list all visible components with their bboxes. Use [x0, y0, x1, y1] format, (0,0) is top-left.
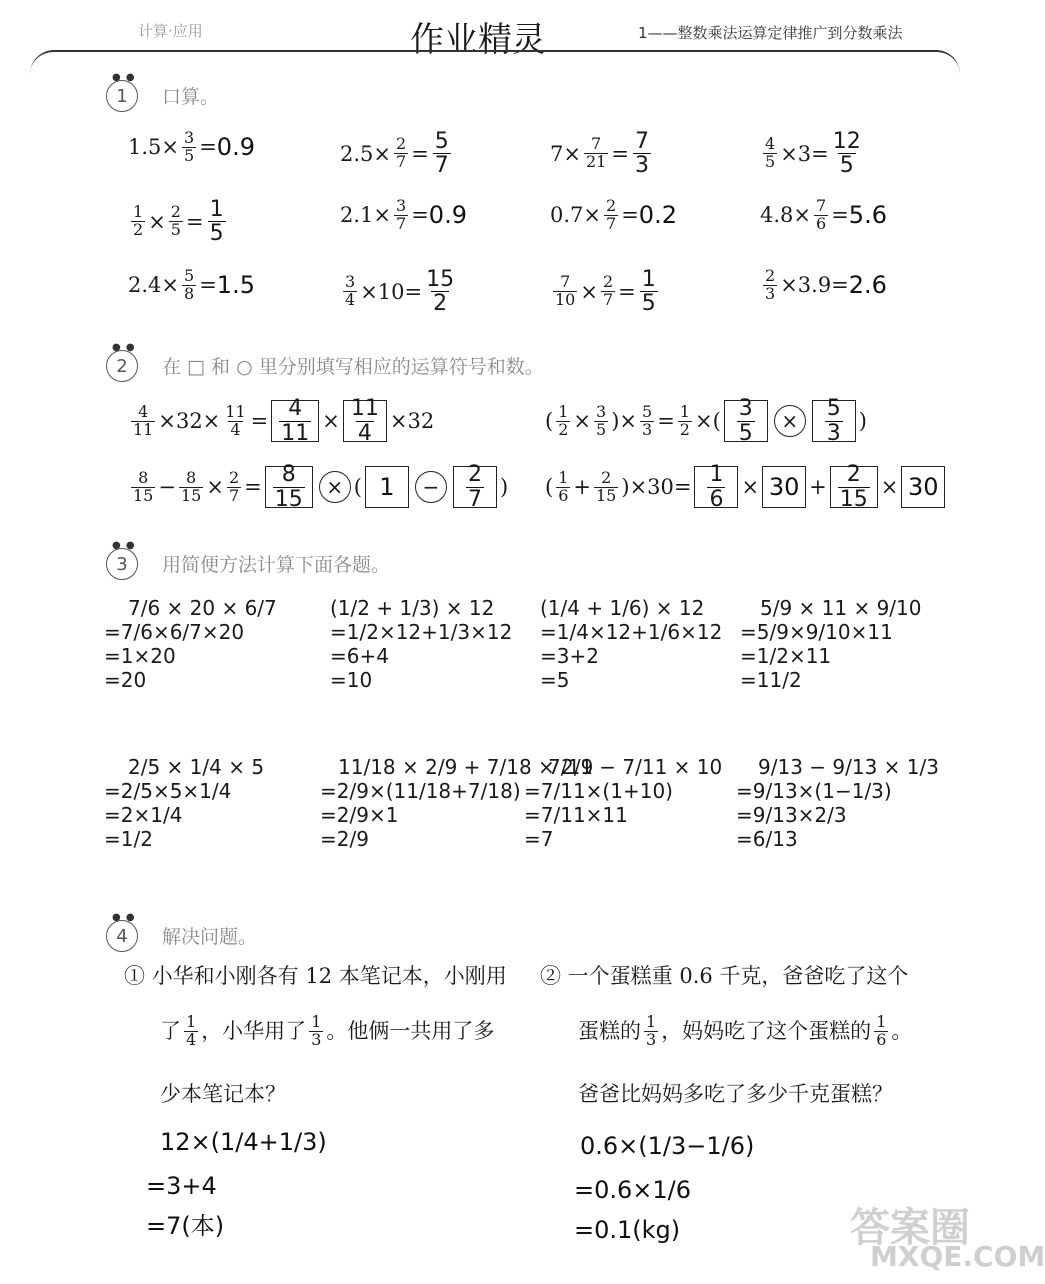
- calc-step: =7/11×11: [524, 803, 628, 827]
- calc-question: (1/2 + 1/3) × 12: [330, 596, 495, 620]
- answer-box: 8 15: [265, 466, 313, 508]
- calc-step: =2/9: [320, 827, 369, 851]
- section-2-number: 2: [106, 350, 138, 382]
- calc-problem-8: [736, 755, 939, 851]
- section-4-title: 解决问题。: [162, 925, 258, 948]
- calc-step: =1/2×11: [740, 644, 832, 668]
- header-rule: [30, 50, 960, 74]
- section-3-badge: [102, 542, 144, 584]
- problem-2-line-2: 蛋糕的 $\frac{1}{3}$ ，妈妈吃了这个蛋糕的 $\frac{1}{6}$ 。: [578, 1012, 913, 1049]
- answer-handwritten: $\frac{12}{5}$: [832, 129, 861, 179]
- calc-question: (1/4 + 1/6) × 12: [540, 596, 705, 620]
- oral-3d: $\frac{2}{3}$ ×3.9= 2.6: [765, 266, 887, 303]
- calc-step: =2/9×(11/18+7/18): [320, 779, 521, 803]
- fill-b: ( $\frac{1}{2}$ × $\frac{3}{5}$ ) × $\frac{5}{3}$ = $\frac{1}{2}$ ×( 3 5 × 5 3 ): [545, 396, 867, 446]
- owl-icon: ● ●: [112, 72, 136, 83]
- calc-step: =3+2: [540, 644, 599, 668]
- oral-3a: 2.4× $\frac{5}{8}$ = 1.5: [128, 266, 255, 303]
- answer-handwritten: 5.6: [848, 201, 887, 230]
- problem-2-line-3: 爸爸比妈妈多吃了多少千克蛋糕？: [578, 1082, 893, 1106]
- fill-d: ( $\frac{1}{6}$ + $\frac{2}{15}$ ) ×30= 1 6 × 30 + 2 15 × 30: [545, 466, 948, 508]
- watermark-logo: 答案圈: [850, 1205, 970, 1251]
- oral-2c: 0.7× $\frac{2}{7}$ = 0.2: [550, 196, 677, 233]
- calc-question: 7/6 × 20 × 6/7: [128, 596, 277, 620]
- section-2-heading: [102, 344, 544, 386]
- calc-step: =10: [330, 668, 373, 692]
- calc-step: =20: [104, 668, 147, 692]
- answer-box: 30: [901, 466, 945, 508]
- problem-1-line-2: 了 $\frac{1}{4}$ ，小华用了 $\frac{1}{3}$ 。他俩一共用了多: [160, 1012, 495, 1049]
- calc-step: =1×20: [104, 644, 176, 668]
- section-1-badge: [102, 74, 144, 116]
- answer-handwritten: 1.5: [216, 271, 255, 300]
- answer-handwritten: $\frac{7}{3}$: [634, 129, 649, 179]
- calc-step: =2×1/4: [104, 803, 183, 827]
- answer-handwritten: 0.9: [216, 133, 255, 162]
- section-4-badge: [102, 914, 144, 956]
- calc-question: 5/9 × 11 × 9/10: [760, 596, 922, 620]
- section-3-title: 用简便方法计算下面各题。: [162, 553, 391, 576]
- header-title: 作业精灵: [410, 20, 546, 60]
- calc-problem-1: [104, 596, 277, 692]
- oral-2a: $\frac{1}{2}$ × $\frac{2}{5}$ = $\frac{1}{5}$: [133, 197, 224, 247]
- problem-2-answer-3: =0.1(kg): [574, 1216, 681, 1244]
- answer-box: 11 4: [343, 400, 387, 442]
- calc-problem-5: [104, 755, 264, 851]
- calc-step: =2/5×5×1/4: [104, 779, 232, 803]
- fill-c: $\frac{8}{15}$ − $\frac{8}{15}$ × $\frac{2}{7}$ = 8 15 × ( 1 − 2 7 ): [133, 462, 509, 512]
- oral-3c: $\frac{7}{10}$ × $\frac{2}{7}$ = $\frac{1}{5}$: [555, 267, 656, 317]
- calc-step: =7: [524, 827, 554, 851]
- answer-box: 2 15: [830, 466, 878, 508]
- owl-icon: ● ●: [112, 540, 136, 551]
- answer-handwritten: 0.9: [428, 201, 467, 230]
- answer-circle: −: [415, 471, 447, 503]
- oral-2b: 2.1× $\frac{3}{7}$ = 0.9: [340, 196, 467, 233]
- answer-box: 2 7: [453, 466, 497, 508]
- calc-step: =1/2: [104, 827, 153, 851]
- problem-1-answer-1: 12×(1/4+1/3): [160, 1128, 327, 1156]
- section-1-title: 口算。: [162, 85, 220, 108]
- watermark-url: MXQE.COM: [870, 1240, 1045, 1273]
- section-2-badge: [102, 344, 144, 386]
- answer-box: 1 6: [694, 466, 738, 508]
- answer-box: 5 3: [812, 400, 856, 442]
- calc-problem-2: [330, 596, 512, 692]
- answer-handwritten: $\frac{1}{5}$: [641, 267, 656, 317]
- calc-problem-7: [524, 755, 722, 851]
- section-2-title: 在 □ 和 ○ 里分别填写相应的运算符号和数。: [162, 355, 544, 378]
- answer-handwritten: $\frac{5}{7}$: [434, 129, 449, 179]
- section-4-number: 4: [106, 920, 138, 952]
- answer-box: 1: [365, 466, 409, 508]
- oral-1d: $\frac{4}{5}$ ×3= $\frac{12}{5}$: [765, 129, 861, 179]
- answer-box: 3 5: [724, 400, 768, 442]
- calc-step: =2/9×1: [320, 803, 399, 827]
- problem-1-line-1: ① 小华和小刚各有 12 本笔记本，小刚用: [124, 964, 507, 988]
- calc-step: =9/13×(1−1/3): [736, 779, 892, 803]
- section-1-number: 1: [106, 80, 138, 112]
- oral-1b: 2.5× $\frac{2}{7}$ = $\frac{5}{7}$: [340, 129, 449, 179]
- calc-step: =6+4: [330, 644, 389, 668]
- fill-a: $\frac{4}{11}$ ×32× $\frac{11}{4}$ = 4 11 × 11 4 ×32: [133, 396, 435, 446]
- answer-box: 30: [762, 466, 806, 508]
- header-subtitle: 1——整数乘法运算定律推广到分数乘法: [638, 24, 903, 42]
- owl-icon: ● ●: [112, 342, 136, 353]
- calc-step: =1/4×12+1/6×12: [540, 620, 723, 644]
- section-4-heading: [102, 914, 257, 956]
- calc-step: =6/13: [736, 827, 798, 851]
- problem-2-line-1: ② 一个蛋糕重 0.6 千克，爸爸吃了这个: [540, 964, 909, 988]
- answer-box: 4 11: [271, 400, 319, 442]
- calc-problem-4: [740, 596, 922, 692]
- oral-1c: 7× $\frac{7}{21}$ = $\frac{7}{3}$: [550, 129, 649, 179]
- oral-3b: $\frac{3}{4}$ ×10= $\frac{15}{2}$: [345, 267, 455, 317]
- answer-circle: ×: [774, 405, 806, 437]
- calc-problem-3: [540, 596, 722, 692]
- calc-step: =11/2: [740, 668, 802, 692]
- calc-step: =1/2×12+1/3×12: [330, 620, 513, 644]
- answer-circle: ×: [319, 471, 351, 503]
- section-3-number: 3: [106, 548, 138, 580]
- header-left-label: 计算·应用: [138, 22, 203, 40]
- calc-question: 7/11 − 7/11 × 10: [548, 755, 723, 779]
- answer-handwritten: $\frac{15}{2}$: [426, 267, 455, 317]
- section-3-heading: [102, 542, 390, 584]
- calc-step: =9/13×2/3: [736, 803, 847, 827]
- section-1-heading: [102, 74, 219, 116]
- owl-icon: ● ●: [112, 912, 136, 923]
- calc-question: 9/13 − 9/13 × 1/3: [758, 755, 939, 779]
- problem-2-answer-2: =0.6×1/6: [574, 1176, 692, 1204]
- problem-1-answer-3: =7(本): [146, 1212, 225, 1240]
- calc-step: =5: [540, 668, 570, 692]
- answer-handwritten: $\frac{1}{5}$: [209, 197, 224, 247]
- calc-question: 11/18 × 2/9 + 7/18 × 2/9: [338, 755, 594, 779]
- answer-handwritten: 2.6: [848, 271, 887, 300]
- calc-question: 2/5 × 1/4 × 5: [128, 755, 265, 779]
- calc-step: =5/9×9/10×11: [740, 620, 893, 644]
- oral-2d: 4.8× $\frac{7}{6}$ = 5.6: [760, 196, 887, 233]
- problem-2-answer-1: 0.6×(1/3−1/6): [580, 1132, 755, 1160]
- calc-step: =7/6×6/7×20: [104, 620, 245, 644]
- oral-1a: 1.5× $\frac{3}{5}$ = 0.9: [128, 128, 255, 165]
- problem-1-answer-2: =3+4: [146, 1172, 217, 1200]
- answer-handwritten: 0.2: [638, 201, 677, 230]
- problem-1-line-3: 少本笔记本？: [160, 1082, 286, 1106]
- calc-step: =7/11×(1+10): [524, 779, 673, 803]
